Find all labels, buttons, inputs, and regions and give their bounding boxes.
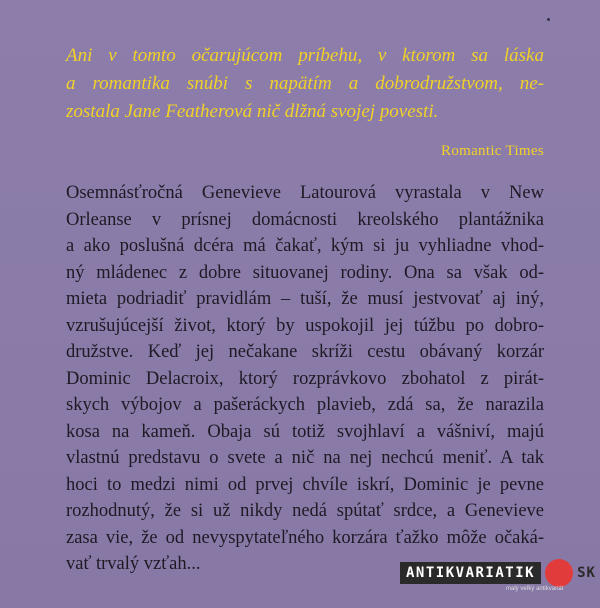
blurb-text — [66, 180, 544, 578]
red-circle-icon — [545, 559, 573, 587]
blurb-line: Dominic Delacroix, ktorý rozprávkovo zbohatol z pirát- — [66, 368, 544, 389]
quote-line: zostala Jane Featherová nič dlžná svojej povesti. — [66, 101, 439, 122]
blurb-line: rozhodnutý, že si už nikdy nedá spútať srdce, a Genevieve — [66, 501, 544, 521]
blurb-line: zasa vie, že od nevyspytateľného korzára ťažko môže očaká- — [66, 527, 544, 548]
blurb-line: družstve. Keď jej nečakane skríži cestu obávaný korzár — [66, 342, 544, 362]
blurb-line: mieta podriadiť pravidlám – tuší, že musí jestvovať aj iný, — [66, 289, 544, 309]
blurb-line: kosa na kameň. Obaja sú totiž svojhlaví a vášniví, majú — [66, 421, 544, 442]
watermark-text: ANTIKVARIATIK — [400, 562, 541, 584]
watermark-tagline: malý veľký antikvariát — [506, 586, 564, 592]
blurb-line: vzrušujúcejší život, ktorý by uspokojil jej túžbu po dobro- — [66, 315, 544, 336]
blurb-line: skych výbojov a pašeráckych plavieb, zdá sa, že narazila — [66, 395, 544, 415]
blurb-line: hoci to medzi nimi od prvej chvíle iskrí, Dominic je pevne — [66, 474, 544, 495]
blurb-line: Orleanse v prísnej domácnosti kreolského plantážnika — [66, 209, 544, 230]
quote-source: Romantic Times — [441, 143, 544, 159]
quote-line: a romantika snúbi s napätím a dobrodružstvom, ne- — [66, 73, 544, 94]
edge-dot — [547, 18, 550, 21]
blurb-line: ný mládenec z dobre situovanej rodiny. Ona sa však od- — [66, 262, 544, 283]
blurb-line: a ako poslušná dcéra má čakať, kým si ju vyhliadne vhod- — [66, 236, 544, 256]
watermark-logo — [400, 557, 596, 589]
blurb-line: vlastnú predstavu o svete a nič na nej nechcú meniť. A tak — [66, 448, 544, 468]
blurb-line: Osemnásťročná Genevieve Latourová vyrastala v New — [66, 183, 544, 203]
review-quote — [66, 42, 544, 126]
quote-line: Ani v tomto očarujúcom príbehu, v ktorom sa láska — [66, 45, 544, 66]
blurb-line: vať trvalý vzťah... — [66, 554, 201, 574]
watermark-suffix: SK — [577, 565, 596, 581]
